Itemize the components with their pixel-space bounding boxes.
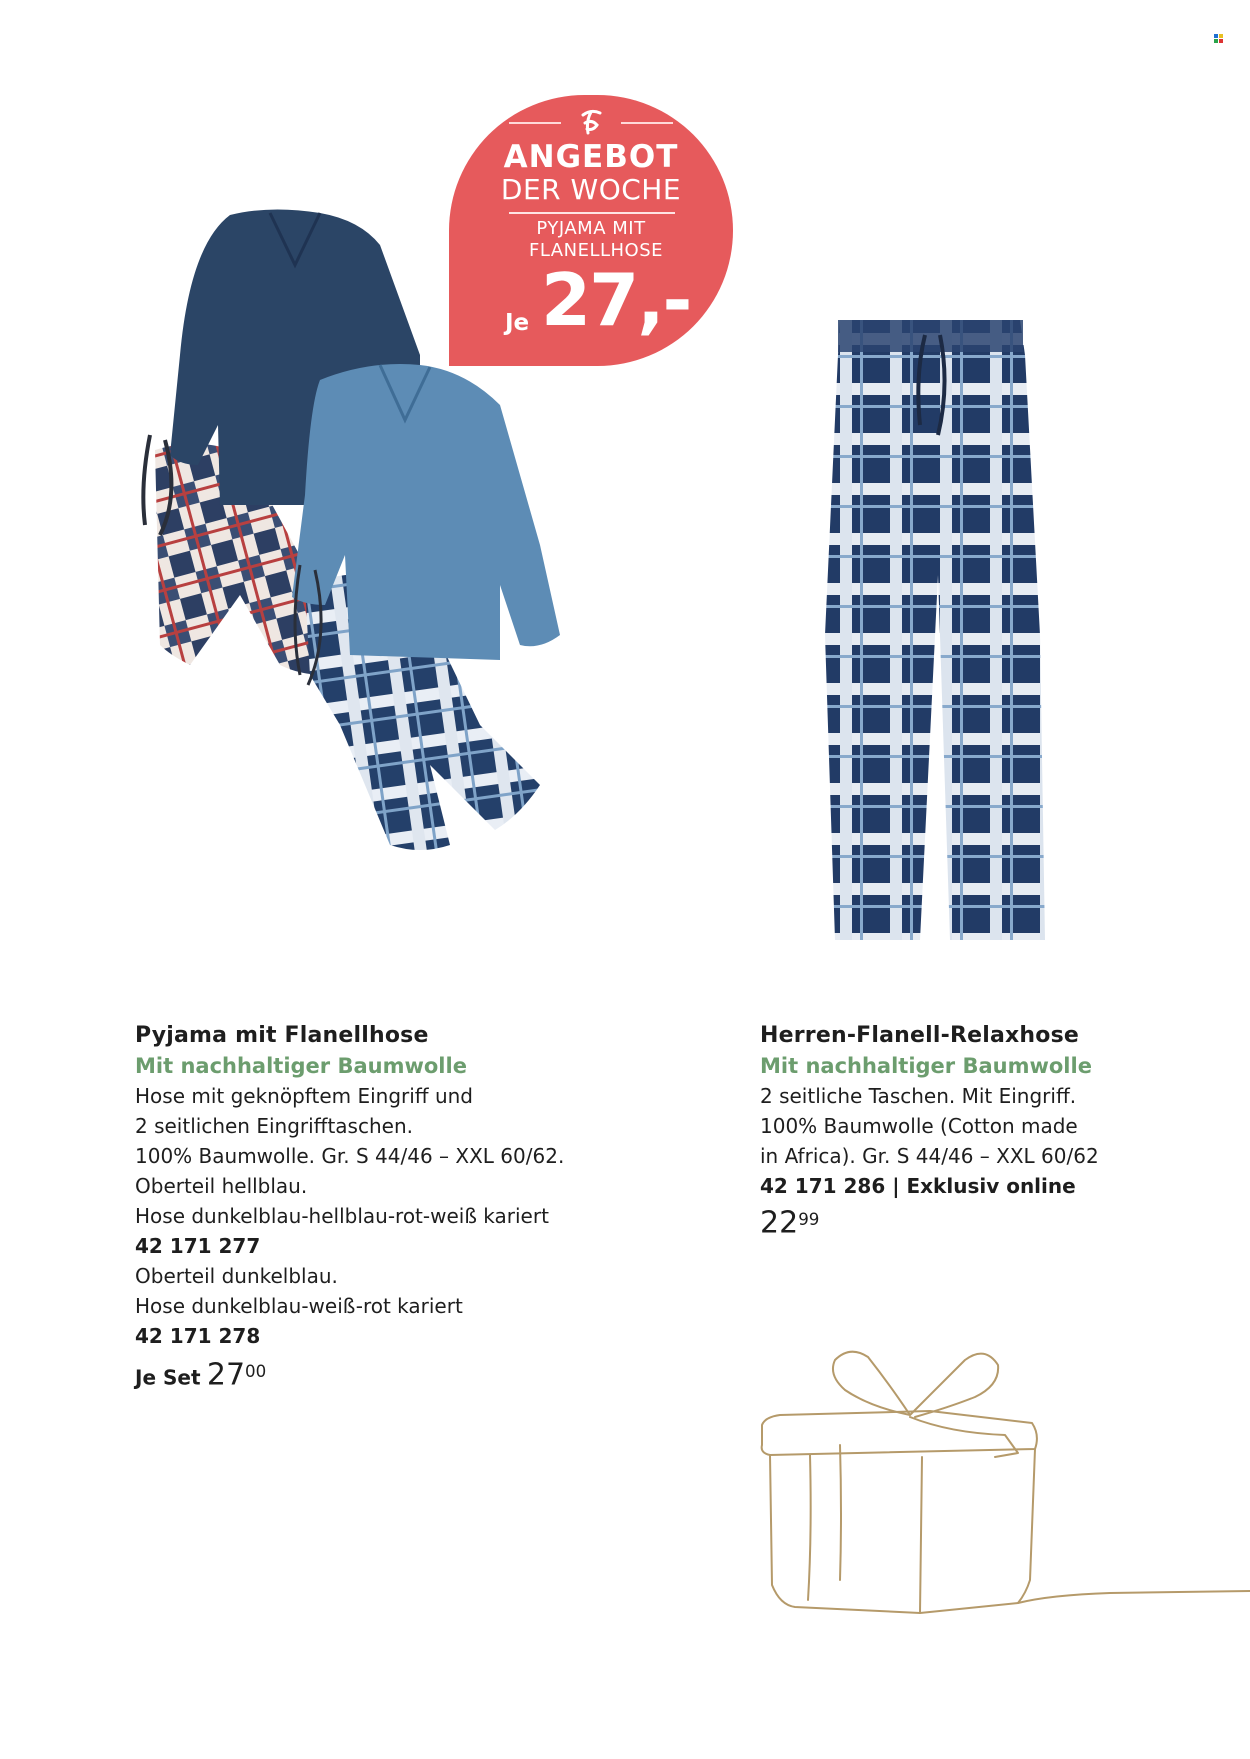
price-prefix: Je Set <box>135 1365 201 1390</box>
product-subtitle: Mit nachhaltiger Baumwolle <box>760 1054 1092 1078</box>
badge-price: 27,- <box>541 258 691 342</box>
product-price <box>760 1205 1230 1241</box>
product-desc-line: 100% Baumwolle. Gr. S 44/46 – XXL 60/62. <box>135 1144 565 1168</box>
badge-line2: DER WOCHE <box>500 173 682 206</box>
product-subtitle: Mit nachhaltiger Baumwolle <box>135 1054 467 1078</box>
tchibo-logo-icon <box>575 105 607 137</box>
badge-price-prefix: Je <box>505 310 530 336</box>
badge-line1: ANGEBOT <box>503 139 679 175</box>
product-desc-line: Hose mit geknöpftem Eingriff und <box>135 1084 473 1108</box>
pyjama-set-image <box>120 205 640 965</box>
price-main: 22 <box>760 1205 799 1241</box>
article-number: 42 171 278 <box>135 1324 261 1348</box>
product-title: Herren-Flanell-Relaxhose <box>760 1023 1079 1048</box>
product-pyjama-block <box>135 1021 655 1393</box>
product-title: Pyjama mit Flanellhose <box>135 1023 429 1048</box>
product-desc-line: 100% Baumwolle (Cotton made <box>760 1114 1078 1138</box>
badge-logo-row <box>449 105 733 135</box>
product-desc-line: Hose dunkelblau-weiß-rot kariert <box>135 1294 463 1318</box>
article-number: 42 171 286 | Exklusiv online <box>760 1174 1076 1198</box>
product-desc-line: Oberteil hellblau. <box>135 1174 308 1198</box>
gift-line-drawing <box>750 1345 1250 1675</box>
product-relaxhose-block <box>760 1021 1230 1241</box>
badge-product: PYJAMA MIT FLANELLHOSE <box>529 218 664 261</box>
article-number: 42 171 277 <box>135 1234 261 1258</box>
product-desc-line: 2 seitliche Taschen. Mit Eingriff. <box>760 1084 1077 1108</box>
relax-pants-image <box>820 315 1060 955</box>
product-desc-line: Oberteil dunkelblau. <box>135 1264 338 1288</box>
price-cents: 00 <box>245 1362 267 1381</box>
product-desc-line: Hose dunkelblau-hellblau-rot-weiß kariert <box>135 1204 549 1228</box>
product-desc-line: in Africa). Gr. S 44/46 – XXL 60/62 <box>760 1144 1099 1168</box>
price-cents: 99 <box>798 1210 820 1229</box>
product-desc-line: 2 seitlichen Eingrifftaschen. <box>135 1114 413 1138</box>
product-price <box>135 1357 655 1393</box>
price-main: 27 <box>206 1357 246 1393</box>
corner-color-mark <box>1214 34 1223 43</box>
